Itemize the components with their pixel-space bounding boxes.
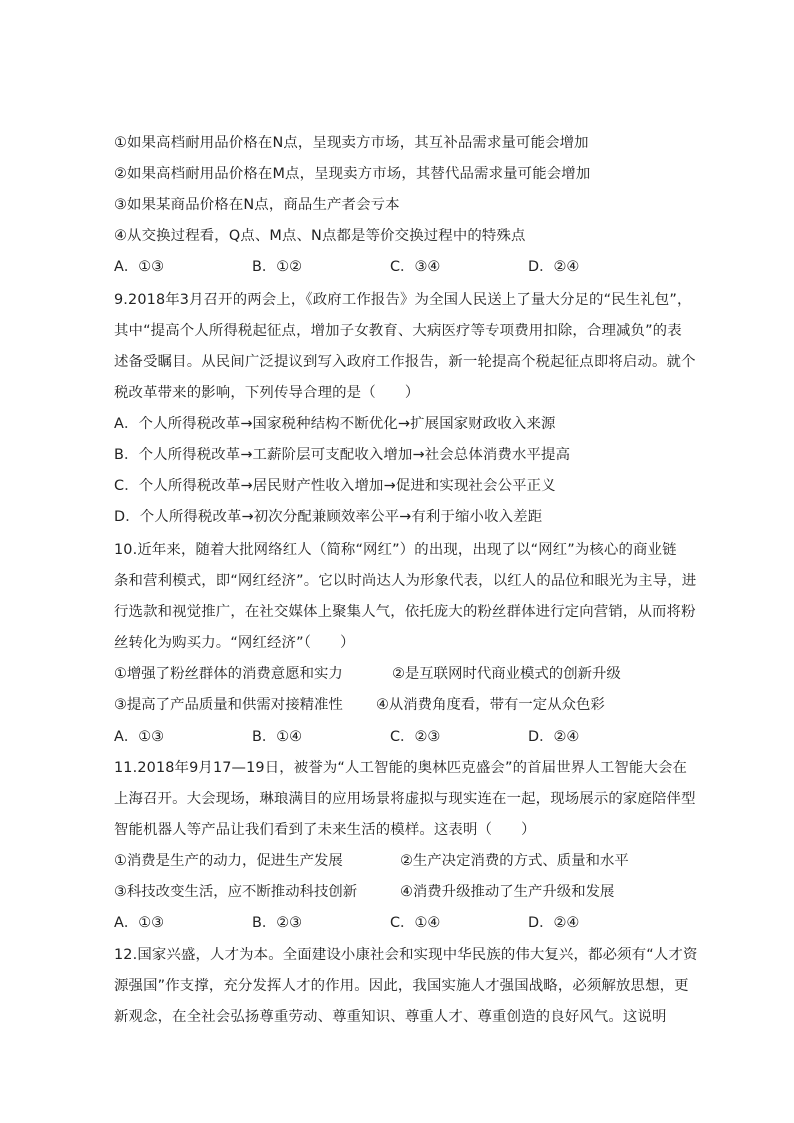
q11-stem-line-2: 上海召开。大会现场，琳琅满目的应用场景将虚拟与现实连在一起，现场展示的家庭陪伴型 bbox=[114, 791, 696, 807]
q9-choice-c: C．个人所得税改革→居民财产性收入增加→促进和实现社会公平正义 bbox=[114, 478, 556, 494]
q10-stem-line-4: 丝转化为购买力。“网红经济”（ ） bbox=[114, 635, 355, 651]
q10-option-b: B．①④ bbox=[252, 729, 303, 745]
q11-item-1: ①消费是生产的动力，促进生产发展 bbox=[114, 853, 343, 869]
q9-choice-b: B．个人所得税改革→工薪阶层可支配收入增加→社会总体消费水平提高 bbox=[114, 447, 571, 463]
q11-items-row-2 bbox=[114, 882, 684, 902]
q11-option-c: C．①④ bbox=[390, 915, 441, 931]
q11-options bbox=[114, 913, 684, 933]
q10-items-row-2 bbox=[114, 695, 684, 715]
q9-stem-line-1: 9.2018年3月召开的两会上，《政府工作报告》为全国人民送上了量大分足的“民生礼包”， bbox=[114, 292, 692, 308]
q12-stem-line-3: 新观念，在全社会弘扬尊重劳动、尊重知识、尊重人才、尊重创造的良好风气。这说明 bbox=[114, 1009, 667, 1025]
q10-option-d: D．②④ bbox=[528, 729, 580, 745]
q9-choice-d: D．个人所得税改革→初次分配兼顾效率公平→有利于缩小收入差距 bbox=[114, 509, 543, 525]
q9-choice-a: A．个人所得税改革→国家税种结构不断优化→扩展国家财政收入来源 bbox=[114, 416, 556, 432]
q10-option-c: C．②③ bbox=[390, 729, 441, 745]
q10-item-1: ①增强了粉丝群体的消费意愿和实力 bbox=[114, 666, 343, 682]
q10-item-3: ③提高了产品质量和供需对接精准性 bbox=[114, 697, 343, 713]
q8-options bbox=[114, 257, 684, 277]
q11-option-d: D．②④ bbox=[528, 915, 580, 931]
q8-option-b: B．①② bbox=[252, 259, 303, 275]
q10-option-a: A．①③ bbox=[114, 729, 165, 745]
q11-stem-line-1: 11.2018年9月17—19日，被誉为“人工智能的奥林匹克盛会”的首届世界人工智能大会在 bbox=[114, 760, 688, 776]
q10-items-row-1 bbox=[114, 664, 684, 684]
q8-option-c: C．③④ bbox=[390, 259, 441, 275]
q11-items-row-1 bbox=[114, 851, 684, 871]
q10-item-2: ②是互联网时代商业模式的创新升级 bbox=[392, 666, 621, 682]
q10-options bbox=[114, 727, 684, 747]
q9-stem-line-4: 税改革带来的影响，下列传导合理的是（ ） bbox=[114, 385, 420, 401]
q12-stem-line-1: 12.国家兴盛，人才为本。全面建设小康社会和实现中华民族的伟大复兴，都必须有“人才资 bbox=[114, 947, 698, 963]
q11-item-2: ②生产决定消费的方式、质量和水平 bbox=[400, 853, 629, 869]
q10-stem-line-1: 10.近年来，随着大批网络红人（简称“网红”）的出现，出现了以“网红”为核心的商业链 bbox=[114, 542, 677, 558]
q8-item-4: ④从交换过程看，Q点、M点、N点都是等价交换过程中的特殊点 bbox=[114, 228, 526, 244]
q9-stem-line-3: 述备受瞩目。从民间广泛提议到写入政府工作报告，新一轮提高个税起征点即将启动。就个 bbox=[114, 354, 696, 370]
q8-item-1: ①如果高档耐用品价格在N点，呈现卖方市场，其互补品需求量可能会增加 bbox=[114, 135, 589, 151]
q11-stem-line-3: 智能机器人等产品让我们看到了未来生活的模样。这表明（ ） bbox=[114, 822, 536, 838]
q8-item-3: ③如果某商品价格在N点，商品生产者会亏本 bbox=[114, 197, 400, 213]
q12-stem-line-2: 源强国”作支撑，充分发挥人才的作用。因此，我国实施人才强国战略，必须解放思想，更 bbox=[114, 978, 689, 994]
q11-item-4: ④消费升级推动了生产升级和发展 bbox=[400, 884, 615, 900]
q11-option-b: B．②③ bbox=[252, 915, 303, 931]
q8-option-a: A．①③ bbox=[114, 259, 165, 275]
q8-option-d: D．②④ bbox=[528, 259, 580, 275]
q10-item-4: ④从消费角度看，带有一定从众色彩 bbox=[376, 697, 605, 713]
q8-item-2: ②如果高档耐用品价格在M点，呈现卖方市场，其替代品需求量可能会增加 bbox=[114, 166, 591, 182]
q11-item-3: ③科技改变生活，应不断推动科技创新 bbox=[114, 884, 358, 900]
q10-stem-line-2: 条和营利模式，即“网红经济”。它以时尚达人为形象代表，以红人的品位和眼光为主导，进 bbox=[114, 573, 697, 589]
q11-option-a: A．①③ bbox=[114, 915, 165, 931]
q10-stem-line-3: 行选款和视觉推广，在社交媒体上聚集人气，依托庞大的粉丝群体进行定向营销，从而将粉 bbox=[114, 604, 696, 620]
q9-stem-line-2: 其中“提高个人所得税起征点，增加子女教育、大病医疗等专项费用扣除，合理减负”的表 bbox=[114, 323, 682, 339]
